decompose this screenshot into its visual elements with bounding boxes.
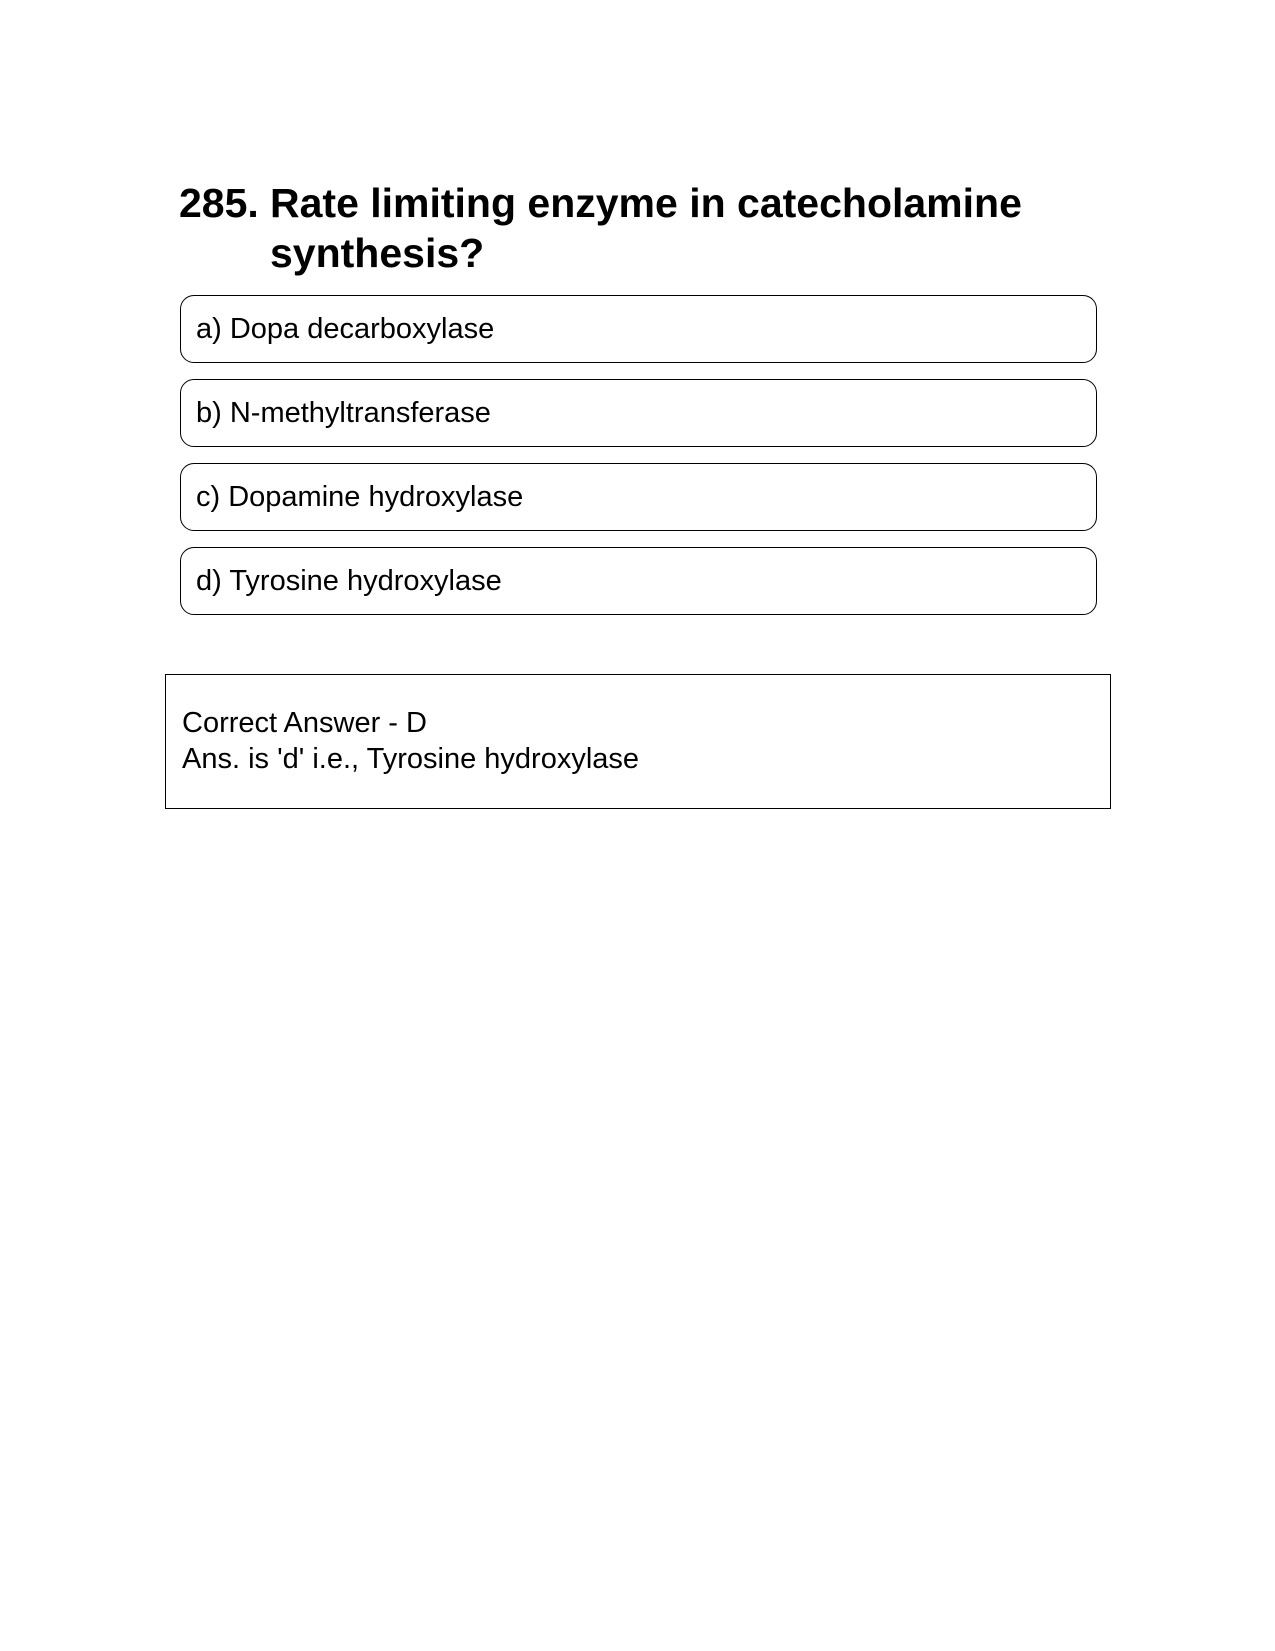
answer-options [180,295,1097,631]
option-c[interactable]: c) Dopamine hydroxylase [180,463,1097,531]
question-text: Rate limiting enzyme in catecholamine synthesis? [270,180,1022,276]
question-heading [179,178,1099,278]
correct-answer: Correct Answer - D [182,707,427,739]
option-b[interactable]: b) N-methyltransferase [180,379,1097,447]
question-number: 285. [179,180,259,226]
answer-box [165,674,1111,809]
option-d[interactable]: d) Tyrosine hydroxylase [180,547,1097,615]
answer-explanation: Ans. is 'd' i.e., Tyrosine hydroxylase [182,743,640,775]
option-a[interactable]: a) Dopa decarboxylase [180,295,1097,363]
